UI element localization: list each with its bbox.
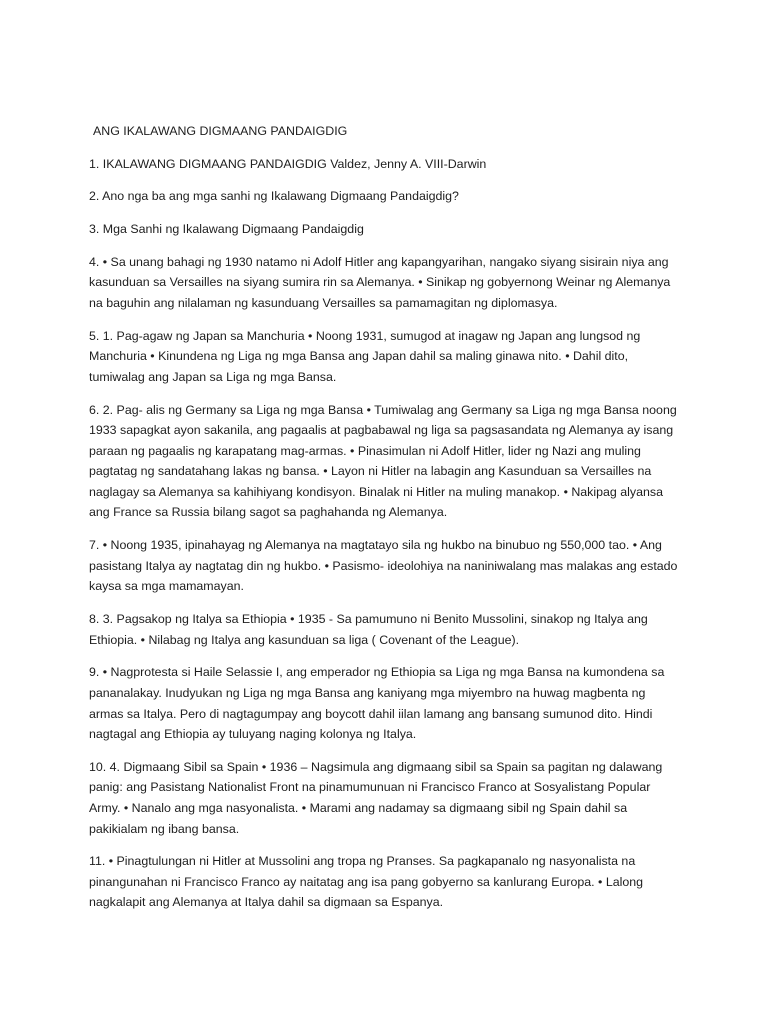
document-title: ANG IKALAWANG DIGMAANG PANDAIGDIG [93, 124, 348, 138]
paragraph-2: 2. Ano nga ba ang mga sanhi ng Ikalawang Digmaang Pandaigdig? [89, 189, 459, 204]
paragraph-8: 8. 3. Pagsakop ng Italya sa Ethiopia • 1935 - Sa pamumuno ni Benito Mussolini, sinakop ng Italya ang Ethiopia. • Nilabag ng Italya ang kasunduan sa liga ( Covenant of the League). [89, 612, 648, 647]
paragraph-10: 10. 4. Digmaang Sibil sa Spain • 1936 – Nagsimula ang digmaang sibil sa Spain sa pagitan ng dalawang panig: ang Pasistang Nationalist Front na pinamumunuan ni Francisco Franco at Sosyalistang Popular Army. • Nanalo ang mga nasyonalista. • Marami ang nadamay sa digmaang sibil ng Spain dahil sa pakikialam ng ibang bansa. [89, 759, 663, 836]
paragraph-1: 1. IKALAWANG DIGMAANG PANDAIGDIG Valdez, Jenny A. VIII-Darwin [89, 156, 487, 171]
paragraph-6: 6. 2. Pag- alis ng Germany sa Liga ng mga Bansa • Tumiwalag ang Germany sa Liga ng mga Bansa noong 1933 sapagkat ayon sakanila, ang pagaalis at pagbabawal ng liga sa pagsasandata ng Alemanya ay isang paraan ng pagaalis ng karapatang mag-armas. • Pinasimulan ni Adolf Hitler, lider ng Nazi ang muling pagtatag ng sandatahang lakas ng bansa. • Layon ni Hitler na labagin ang Kasunduan sa Versailles na naglagay sa Alemanya sa kahihiyang kondisyon. Binalak ni Hitler na muling manakop. • Nakipag alyansa ang France sa Russia bilang sagot sa paghahanda ng Alemanya. [89, 402, 677, 520]
paragraph-7: 7. • Noong 1935, ipinahayag ng Alemanya na magtatayo sila ng hukbo na binubuo ng 550,000 tao. • Ang pasistang Italya ay nagtatag din ng hukbo. • Pasismo- ideolohiya na naniniwalang mas malakas ang estado kaysa sa mga mamamayan. [89, 538, 678, 594]
paragraph-5: 5. 1. Pag-agaw ng Japan sa Manchuria • Noong 1931, sumugod at inagaw ng Japan ang lungsod ng Manchuria • Kinundena ng Liga ng mga Bansa ang Japan dahil sa maling ginawa nito. • Dahil dito, tumiwalag ang Japan sa Liga ng mga Bansa. [89, 328, 641, 384]
paragraph-4: 4. • Sa unang bahagi ng 1930 natamo ni Adolf Hitler ang kapangyarihan, nangako siyang sisirain niya ang kasunduan sa Versailles na siyang sumira rin sa Alemanya. • Sinikap ng gobyernong Weinar ng Alemanya na baguhin ang nilalaman ng kasunduang Versailles sa pamamagitan ng diplomasya. [89, 254, 671, 310]
paragraph-9: 9. • Nagprotesta si Haile Selassie I, ang emperador ng Ethiopia sa Liga ng mga Bansa na kumondena sa pananalakay. Inudyukan ng Liga ng mga Bansa ang kaniyang mga miyembro na huwag magbenta ng armas sa Italya. Pero di nagtagumpay ang boycott dahil iilan lamang ang bansang sumunod dito. Hindi nagtagal ang Ethiopia ay tuluyang naging kolonya ng Italya. [89, 665, 665, 742]
paragraph-11: 11. • Pinagtulungan ni Hitler at Mussolini ang tropa ng Pranses. Sa pagkapanalo ng nasyonalista na pinangunahan ni Francisco Franco ay naitatag ang isa pang gobyerno sa kanlurang Europa. • Lalong nagkalapit ang Alemanya at Italya dahil sa digmaan sa Espanya. [89, 854, 644, 910]
paragraph-3: 3. Mga Sanhi ng Ikalawang Digmaang Pandaigdig [89, 222, 364, 237]
document-body [89, 121, 683, 925]
